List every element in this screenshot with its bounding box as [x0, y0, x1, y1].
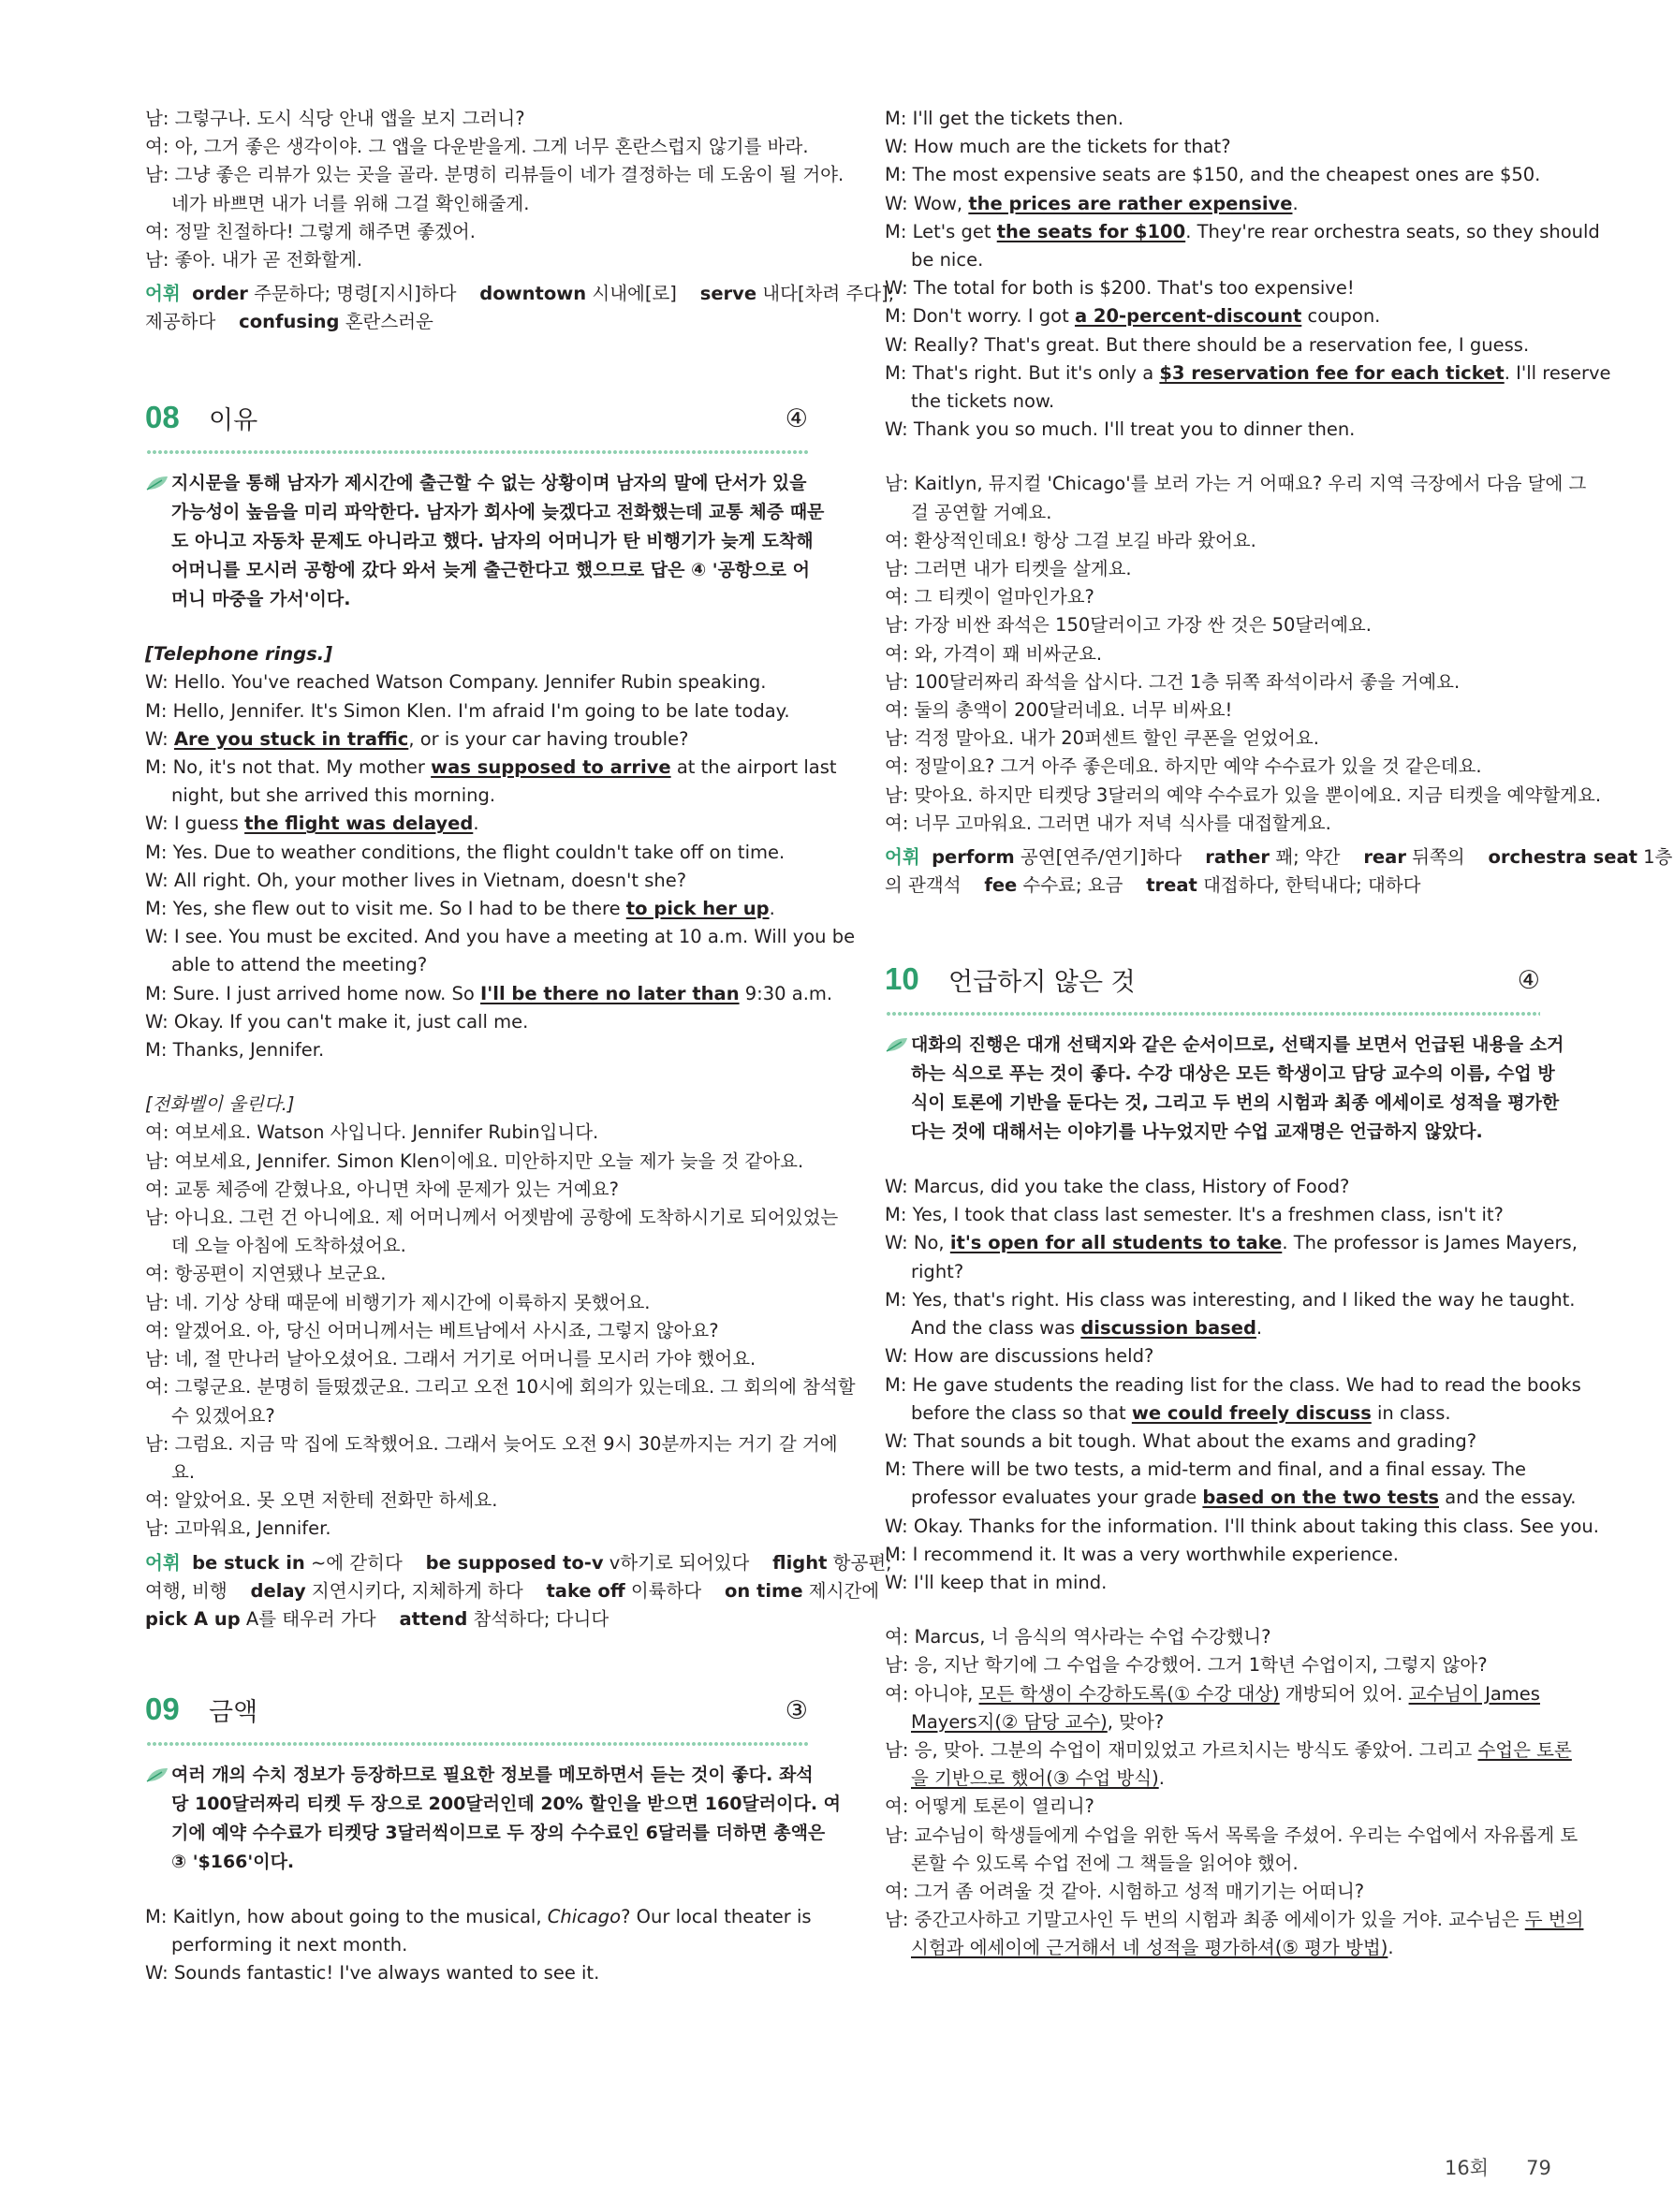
dialog-line-cont: right? — [911, 1260, 964, 1282]
vocab-meaning: ~에 갇히다 — [304, 1551, 426, 1574]
leaf-icon — [145, 475, 169, 491]
dialog-line: M: Yes, she flew out to visit me. So I had to be there to pick her up. — [145, 898, 775, 920]
translation-line: 여: 알았어요. 못 오면 저한테 전화만 하세요. — [145, 1489, 498, 1512]
translation-line: 여: 알겠어요. 아, 당신 어머니께서는 베트남에서 사시죠, 그렇지 않아요? — [145, 1319, 719, 1341]
vocab-word: order — [192, 283, 248, 305]
translation-line: 남: 그렇구나. 도시 식당 안내 앱을 보지 그러니? — [145, 108, 525, 129]
dialog-line: M: The most expensive seats are $150, and the cheapest ones are $50. — [885, 164, 1541, 186]
dialog-line: M: Thanks, Jennifer. — [145, 1039, 325, 1062]
vocab-line: 어휘 perform 공연[연주/연기]하다 rather 꽤; 약간 rear 뒤쪽의 orchestra seat 1층 — [885, 846, 1673, 869]
translation-line: 데 오늘 아침에 도착하셨어요. — [171, 1235, 406, 1257]
vocab-meaning: 주문하다; 명령[지시]하다 — [247, 283, 480, 305]
dialog-line: W: No, it's open for all students to take. The professor is James Mayers, — [885, 1232, 1578, 1254]
translation-line: 남: 응, 지난 학기에 그 수업을 수강했어. 그거 1학년 수업이지, 그렇지 않아? — [885, 1654, 1488, 1677]
vocab-word: take off — [546, 1579, 625, 1602]
vocab-word: fee — [984, 874, 1018, 897]
translation-line: 남: 맞아요. 하지만 티켓당 3달러의 예약 수수료가 있을 뿐이에요. 지금 티켓을 예약할게요. — [885, 784, 1602, 806]
section-10-header — [885, 961, 1540, 1010]
dialog-line-cont: be nice. — [911, 249, 984, 271]
vocab-word: serve — [699, 283, 757, 305]
section-title: 금액 — [209, 1697, 258, 1727]
vocab-meaning: 내다[차려 주다]; — [756, 283, 895, 305]
key-phrase: the prices are rather expensive — [968, 192, 1293, 214]
vocab-line: 어휘 order 주문하다; 명령[지시]하다 downtown 시내에[로] serve 내다[차려 주다]; — [145, 283, 895, 305]
key-phrase: 두 번의 — [1524, 1909, 1584, 1931]
vocab-07 — [145, 280, 895, 336]
vocab-08 — [145, 1549, 892, 1633]
key-phrase: I'll be there no later than — [480, 982, 740, 1004]
dialog-line: W: Thank you so much. I'll treat you to dinner then. — [885, 418, 1356, 441]
vocab-meaning: 참석하다; 다니다 — [467, 1607, 609, 1630]
translation-line: 수 있겠어요? — [171, 1404, 275, 1427]
dialog-09 — [145, 1903, 812, 1988]
dialog-line: W: Okay. If you can't make it, just call me. — [145, 1010, 529, 1033]
translation-line-cont: 시험과 에세이에 근거해서 네 성적을 평가하셔(⑤ 평가 방법). — [911, 1937, 1394, 1959]
explanation-line: 기에 예약 수수료가 티켓당 3달러씩이므로 두 장의 수수료인 6달러를 더하면 총액은 — [171, 1822, 826, 1843]
vocab-09 — [885, 843, 1673, 900]
key-phrase: Mayers지(② 담당 교수) — [911, 1710, 1108, 1733]
dialog-line: M: I recommend it. It was a very worthwhile experience. — [885, 1543, 1399, 1565]
translation-line: 여: 와, 가격이 꽤 비싸군요. — [885, 642, 1103, 665]
dialog-line: W: I guess the flight was delayed. — [145, 813, 479, 835]
dialog-line: M: That's right. But it's only a $3 reservation fee for each ticket. I'll reserve — [885, 361, 1611, 384]
leaf-icon — [885, 1036, 909, 1053]
translation-line-cont: 론할 수 있도록 수업 전에 그 책들을 읽어야 했어. — [911, 1852, 1299, 1874]
dialog-line: M: Yes, that's right. His class was interesting, and I liked the way he taught. — [885, 1288, 1576, 1311]
dialog-line: W: How much are the tickets for that? — [885, 136, 1231, 158]
translation-line: 네가 바쁘면 내가 너를 위해 그걸 확인해줄게. — [171, 192, 530, 214]
explanation-line: 다는 것에 대해서는 이야기를 나누었지만 수업 교재명은 언급하지 않았다. — [911, 1121, 1483, 1143]
explanation-10 — [885, 1031, 1564, 1147]
translation-line: 요. — [171, 1460, 196, 1483]
dialog-line: M: No, it's not that. My mother was supposed to arrive at the airport last — [145, 756, 837, 779]
dialog-line: M: Hello, Jennifer. It's Simon Klen. I'm afraid I'm going to be late today. — [145, 699, 790, 722]
translation-line: 남: 응, 맞아. 그분의 수업이 재미있었고 가르치시는 방식도 좋았어. 그리고 수업은 토론 — [885, 1738, 1572, 1761]
vocab-word: orchestra seat — [1488, 846, 1637, 869]
answer-mark: ④ — [1517, 966, 1540, 996]
translation-line: 남: 가장 비싼 좌석은 150달러이고 가장 싼 것은 50달러예요. — [885, 614, 1372, 637]
vocab-meaning: 제시간에 — [802, 1579, 880, 1602]
stage-direction-korean: [전화벨이 울린다.] — [145, 1093, 295, 1116]
explanation-line: 머니 마중을 가서'이다. — [171, 589, 351, 610]
wavy-divider — [885, 1010, 1540, 1018]
explanation-line: 가능성이 높음을 미리 파악한다. 남자가 회사에 늦겠다고 전화했는데 교통 체증 때문 — [171, 502, 825, 523]
explanation-line: ③ '$166'이다. — [171, 1851, 295, 1872]
right-column — [885, 105, 1673, 1963]
stage-direction: [Telephone rings.] — [145, 643, 333, 666]
vocab-word: attend — [399, 1607, 468, 1630]
vocab-word: rather — [1205, 846, 1270, 869]
vocab-word: flight — [772, 1551, 828, 1574]
dialog-line: W: How are discussions held? — [885, 1345, 1154, 1368]
dialog-08 — [145, 668, 856, 1064]
key-phrase: 시험과 에세이에 근거해서 네 성적을 평가하셔(⑤ 평가 방법) — [911, 1937, 1388, 1959]
page-number: 79 — [1526, 2157, 1551, 2179]
korean-translation-08 — [145, 1119, 856, 1543]
dialog-09-continued — [885, 105, 1611, 444]
section-number: 09 — [145, 1691, 180, 1726]
dialog-line: W: Are you stuck in traffic, or is your car having trouble? — [145, 727, 689, 750]
vocab-meaning: 1층 — [1637, 846, 1673, 869]
translation-line: 여: 그거 좀 어려울 것 같아. 시험하고 성적 매기기는 어떠니? — [885, 1880, 1365, 1902]
page-footer — [1445, 2153, 1551, 2181]
vocab-word: downtown — [479, 283, 587, 305]
dialog-line: W: Really? That's great. But there should be a reservation fee, I guess. — [885, 333, 1530, 356]
vocab-meaning: 여행, 비행 — [145, 1579, 251, 1602]
dialog-line: M: Let's get the seats for $100. They're rear orchestra seats, so they should — [885, 220, 1600, 242]
vocab-meaning: 뒤쪽의 — [1405, 846, 1489, 869]
translation-line: 남: 교수님이 학생들에게 수업을 위한 독서 목록을 주셨어. 우리는 수업에서 자유롭게 토 — [885, 1824, 1579, 1846]
key-phrase: to pick her up — [625, 898, 770, 920]
explanation-line: 여러 개의 수치 정보가 등장하므로 필요한 정보를 메모하면서 듣는 것이 좋다. 좌석 — [171, 1764, 814, 1785]
vocab-word: confusing — [239, 311, 340, 333]
section-title: 이유 — [209, 406, 258, 436]
vocab-word: be stuck in — [192, 1551, 305, 1574]
dialog-line: M: There will be two tests, a mid-term and final, and a final essay. The — [885, 1458, 1527, 1481]
translation-line: 남: 그럼요. 지금 막 집에 도착했어요. 그래서 늦어도 오전 9시 30분까지는 거기 갈 거에 — [145, 1432, 838, 1455]
dialog-line-cont: night, but she arrived this morning. — [171, 784, 496, 807]
vocab-meaning: v하기로 되어있다 — [603, 1551, 773, 1574]
section-08-header — [145, 400, 808, 448]
vocab-meaning: 혼란스러운 — [339, 311, 433, 333]
vocab-meaning: 꽤; 약간 — [1270, 846, 1364, 869]
section-number: 10 — [885, 961, 919, 997]
translation-line: 여: 어떻게 토론이 열리니? — [885, 1795, 1094, 1818]
translation-line: 남: 그냥 좋은 리뷰가 있는 곳을 골라. 분명히 리뷰들이 네가 결정하는 데 도움이 될 거야. — [145, 164, 844, 186]
translation-line: 여: 정말이요? 그거 아주 좋은데요. 하지만 예약 수수료가 있을 것 같은데요. — [885, 755, 1482, 778]
translation-line: 남: 좋아. 내가 곧 전화할게. — [145, 249, 363, 271]
vocab-word: perform — [932, 846, 1015, 869]
answer-mark: ③ — [785, 1695, 808, 1725]
key-phrase: Are you stuck in traffic — [173, 727, 409, 750]
section-number: 08 — [145, 400, 180, 435]
vocab-word: rear — [1363, 846, 1406, 869]
vocab-meaning: 대접하다, 한턱내다; 대하다 — [1197, 874, 1421, 897]
korean-translation-09 — [885, 470, 1602, 838]
vocab-line — [885, 872, 1540, 900]
vocab-meaning: 공연[연주/연기]하다 — [1014, 846, 1206, 869]
translation-line-cont: Mayers지(② 담당 교수), 맞아? — [911, 1710, 1165, 1733]
key-phrase: was supposed to arrive — [431, 756, 671, 779]
dialog-line-cont: before the class so that we could freely discuss in class. — [911, 1401, 1451, 1424]
translation-line: 여: 항공편이 지연됐나 보군요. — [145, 1263, 387, 1285]
explanation-line: 지시문을 통해 남자가 제시간에 출근할 수 없는 상황이며 남자의 말에 단서가 있을 — [171, 473, 807, 494]
dialog-line: W: All right. Oh, your mother lives in Vietnam, doesn't she? — [145, 869, 687, 891]
key-phrase: 모든 학생이 수강하도록(① 수강 대상) — [978, 1682, 1280, 1705]
dialog-line: W: Sounds fantastic! I've always wanted to see it. — [145, 1961, 600, 1984]
vocab-meaning: 의 관객석 — [885, 874, 985, 897]
translation-line: 여: 너무 고마워요. 그러면 내가 저녁 식사를 대접할게요. — [885, 812, 1331, 834]
translation-line: 남: 100달러짜리 좌석을 삽시다. 그건 1층 뒤쪽 좌석이라서 좋을 거예요. — [885, 670, 1461, 693]
translation-line: 여: 그렇군요. 분명히 들떴겠군요. 그리고 오전 10시에 회의가 있는데요. 그 회의에 참석할 — [145, 1376, 856, 1399]
key-phrase: the flight was delayed — [244, 813, 474, 835]
dialog-line-cont: performing it next month. — [171, 1933, 408, 1956]
key-phrase: a 20-percent-discount — [1074, 305, 1302, 328]
key-phrase: discussion based — [1080, 1317, 1256, 1340]
key-phrase: 교수님이 James — [1408, 1682, 1540, 1705]
translation-line: 여: 여보세요. Watson 사입니다. Jennifer Rubin입니다. — [145, 1121, 599, 1144]
translation-line: 여: 아니야, 모든 학생이 수강하도록(① 수강 대상) 개방되어 있어. 교수님이 James — [885, 1682, 1540, 1705]
translation-line: 여: 둘의 총액이 200달러네요. 너무 비싸요! — [885, 699, 1233, 722]
translation-line: 여: 아, 그거 좋은 생각이야. 그 앱을 다운받을게. 그게 너무 혼란스럽지 않기를 바라. — [145, 136, 809, 158]
vocab-word: pick A up — [145, 1607, 241, 1630]
key-phrase: $3 reservation fee for each ticket — [1159, 361, 1505, 384]
dialog-line: W: That sounds a bit tough. What about the exams and grading? — [885, 1429, 1477, 1452]
translation-line: 여: Marcus, 너 음식의 역사라는 수업 수강했니? — [885, 1626, 1271, 1648]
key-phrase: the seats for $100 — [996, 220, 1186, 242]
vocab-line — [145, 308, 808, 336]
key-phrase: 수업은 토론 — [1477, 1738, 1572, 1761]
vocab-meaning: 제공하다 — [145, 311, 240, 333]
section-09-header — [145, 1691, 808, 1740]
dialog-line: M: Kaitlyn, how about going to the musical, Chicago? Our local theater is — [145, 1905, 812, 1927]
dialog-line-cont: And the class was discussion based. — [911, 1317, 1263, 1340]
section07-korean-translation — [145, 105, 844, 274]
translation-line: 남: 고마워요, Jennifer. — [145, 1517, 331, 1540]
key-phrase: 을 기반으로 했어(③ 수업 방식) — [911, 1767, 1159, 1790]
explanation-line: 대화의 진행은 대개 선택지와 같은 순서이므로, 선택지를 보면서 언급된 내용을 소거 — [911, 1034, 1564, 1056]
leaf-icon — [145, 1766, 169, 1783]
dialog-line: M: Yes. Due to weather conditions, the flight couldn't take off on time. — [145, 841, 786, 863]
dialog-line: W: Marcus, did you take the class, History of Food? — [885, 1176, 1350, 1198]
dialog-line-cont: the tickets now. — [911, 390, 1055, 413]
translation-line: 남: 여보세요, Jennifer. Simon Klen이에요. 미안하지만 오늘 제가 늦을 것 같아요. — [145, 1150, 804, 1172]
vocab-meaning: 지연시키다, 지체하게 하다 — [305, 1579, 547, 1602]
answer-mark: ④ — [785, 404, 808, 434]
vocab-word: on time — [724, 1579, 803, 1602]
translation-line: 남: 네, 절 만나러 날아오셨어요. 그래서 거기로 어머니를 모시러 가야 했어요. — [145, 1348, 756, 1370]
section-title: 언급하지 않은 것 — [948, 968, 1136, 998]
dialog-line-cont: professor evaluates your grade based on the two tests and the essay. — [911, 1487, 1577, 1509]
dialog-line: W: Wow, the prices are rather expensive. — [885, 192, 1299, 214]
explanation-line: 식이 토론에 기반을 둔다는 것, 그리고 두 번의 시험과 최종 에세이로 성적을 평가한 — [911, 1092, 1560, 1114]
dialog-10 — [885, 1173, 1599, 1597]
key-phrase: based on the two tests — [1202, 1487, 1439, 1509]
translation-line: 남: 중간고사하고 기말고사인 두 번의 시험과 최종 에세이가 있을 거야. 교수님은 두 번의 — [885, 1909, 1584, 1931]
explanation-line: 당 100달러짜리 티켓 두 장으로 200달러인데 20% 할인을 받으면 160달러이다. 여 — [171, 1793, 842, 1814]
dialog-line: W: I'll keep that in mind. — [885, 1571, 1108, 1593]
vocab-line — [145, 1605, 808, 1633]
key-phrase: it's open for all students to take — [949, 1232, 1283, 1254]
vocab-word: delay — [250, 1579, 306, 1602]
dialog-line-cont: able to attend the meeting? — [171, 954, 428, 976]
vocab-word: treat — [1146, 874, 1197, 897]
translation-line: 남: 그러면 내가 티켓을 살게요. — [885, 558, 1132, 580]
translation-line: 남: 네. 기상 상태 때문에 비행기가 제시간에 이륙하지 못했어요. — [145, 1291, 651, 1313]
musical-title: Chicago — [547, 1905, 622, 1927]
translation-line: 여: 환상적인데요! 항상 그걸 보길 바라 왔어요. — [885, 529, 1256, 551]
dialog-line: M: Sure. I just arrived home now. So I'll be there no later than 9:30 a.m. — [145, 982, 833, 1004]
translation-line: 여: 정말 친절하다! 그렇게 해주면 좋겠어. — [145, 220, 476, 242]
session-label: 16회 — [1445, 2157, 1490, 2179]
explanation-line: 어머니를 모시러 공항에 갔다 와서 늦게 출근한다고 했으므로 답은 ④ '공항으로 어 — [171, 560, 810, 581]
dialog-line: M: I'll get the tickets then. — [885, 108, 1124, 129]
dialog-line: M: Don't worry. I got a 20-percent-discount coupon. — [885, 305, 1381, 328]
dialog-line: W: The total for both is $200. That's too expensive! — [885, 277, 1355, 300]
vocab-meaning: 수수료; 요금 — [1017, 874, 1147, 897]
dialog-line: W: Hello. You've reached Watson Company. Jennifer Rubin speaking. — [145, 671, 767, 694]
translation-line: 걸 공연할 거예요. — [911, 501, 1052, 523]
dialog-line: W: Okay. Thanks for the information. I'll think about taking this class. See you. — [885, 1515, 1599, 1537]
wavy-divider — [145, 448, 808, 456]
explanation-09 — [145, 1761, 842, 1877]
translation-line: 여: 교통 체증에 갇혔나요, 아니면 차에 문제가 있는 거예요? — [145, 1178, 619, 1200]
vocab-meaning: 시내에[로] — [586, 283, 700, 305]
translation-line: 남: 걱정 말아요. 내가 20퍼센트 할인 쿠폰을 얻었어요. — [885, 727, 1319, 750]
left-column — [145, 105, 895, 1987]
translation-line: 남: 아니요. 그런 건 아니에요. 제 어머니께서 어젯밤에 공항에 도착하시기로 되어있었는 — [145, 1207, 839, 1229]
translation-line: 남: Kaitlyn, 뮤지컬 'Chicago'를 보러 가는 거 어때요? 우리 지역 극장에서 다음 달에 그 — [885, 473, 1587, 495]
key-phrase: we could freely discuss — [1131, 1401, 1372, 1424]
dialog-line: W: I see. You must be excited. And you have a meeting at 10 a.m. Will you be — [145, 926, 856, 948]
explanation-08 — [145, 469, 825, 614]
translation-line-cont: 을 기반으로 했어(③ 수업 방식). — [911, 1767, 1165, 1790]
explanation-line: 하는 식으로 푸는 것이 좋다. 수강 대상은 모든 학생이고 담당 교수의 이름, 수업 방 — [911, 1063, 1555, 1085]
vocab-line: 어휘 be stuck in ~에 갇히다 be supposed to-v v하기로 되어있다 flight 항공편; — [145, 1551, 892, 1574]
vocab-word: be supposed to-v — [425, 1551, 604, 1574]
korean-translation-10 — [885, 1623, 1584, 1962]
vocab-meaning: A를 태우러 가다 — [240, 1607, 400, 1630]
wavy-divider — [145, 1740, 808, 1748]
translation-line: 여: 그 티켓이 얼마인가요? — [885, 586, 1094, 608]
vocab-meaning: 항공편; — [827, 1551, 892, 1574]
vocab-line — [145, 1577, 880, 1605]
dialog-line: M: Yes, I took that class last semester. It's a freshmen class, isn't it? — [885, 1204, 1504, 1226]
explanation-line: 도 아니고 자동차 문제도 아니라고 했다. 남자의 어머니가 탄 비행기가 늦게 도착해 — [171, 531, 814, 552]
vocab-meaning: 이륙하다 — [624, 1579, 725, 1602]
dialog-line: M: He gave students the reading list for the class. We had to read the books — [885, 1373, 1581, 1396]
